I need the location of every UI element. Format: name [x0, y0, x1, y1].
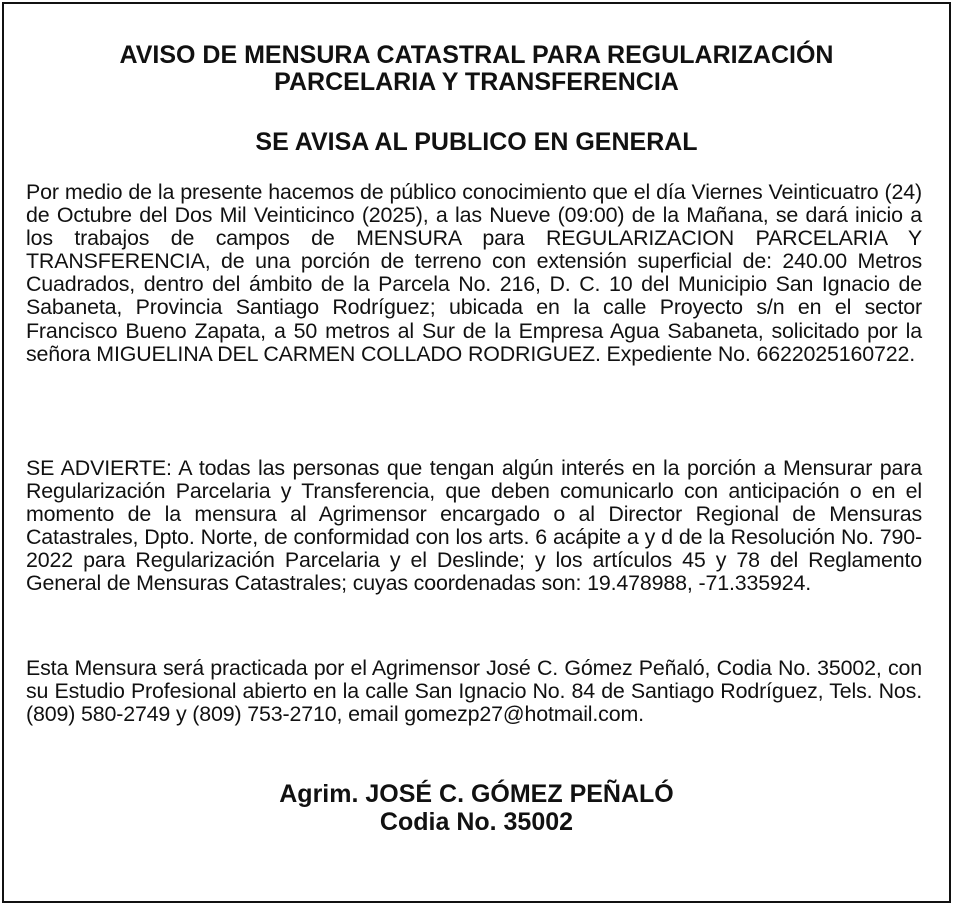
notice-title-line-1: AVISO DE MENSURA CATASTRAL PARA REGULARIZACIÓN — [119, 41, 834, 69]
signature-name: Agrim. JOSÉ C. GÓMEZ PEÑALÓ — [279, 780, 674, 808]
notice-paragraph-announcement: Por medio de la presente hacemos de público conocimiento que el día Viernes Veinticuatro (24) de Octubre del Dos Mil Veinticinco (2025), a las Nueve (09:00) de la Mañana, se dará inicio a los trabajos de campos de MENSURA para REGULARIZACION PARCELARIA Y TRANSFERENCIA, de una porción de terreno con extensión superficial de: 240.00 Metros Cuadrados, dentro del ámbito de la Parcela No. 216, D. C. 10 del Municipio San Ignacio de Sabaneta, Provincia Santiago Rodríguez; ubicada en la calle Proyecto s/n en el sector Francisco Bueno Zapata, a 50 metros al Sur de la Empresa Agua Sabaneta, solicitado por la señora MIGUELINA DEL CARMEN COLLADO RODRIGUEZ. Expediente No. 6622025160722. — [26, 180, 922, 366]
notice-title-line-2: PARCELARIA Y TRANSFERENCIA — [274, 68, 679, 96]
signature-block — [4, 780, 949, 836]
notice-frame — [2, 2, 951, 903]
signature-codia: Codia No. 35002 — [379, 808, 574, 836]
notice-title — [4, 42, 949, 96]
notice-paragraph-warning: SE ADVIERTE: A todas las personas que tengan algún interés en la porción a Mensurar para Regularización Parcelaria y Transferencia, que deben comunicarlo con anticipación o en el momento de la mensura al Agrimensor encargado o al Director Regional de Mensuras Catastrales, Dpto. Norte, de conformidad con los arts. 6 acápite a y d de la Resolución No. 790-2022 para Regularización Parcelaria y el Deslinde; y los artículos 45 y 78 del Reglamento General de Mensuras Catastrales; cuyas coordenadas son: 19.478988, -71.335924. — [26, 456, 922, 596]
notice-paragraph-surveyor: Esta Mensura será practicada por el Agrimensor José C. Gómez Peñaló, Codia No. 35002, con su Estudio Profesional abierto en la calle San Ignacio No. 84 de Santiago Rodríguez, Tels. Nos. (809) 580-2749 y (809) 753-2710, email gomezp27@hotmail.com. — [26, 656, 922, 727]
notice-subtitle: SE AVISA AL PUBLICO EN GENERAL — [255, 128, 698, 156]
